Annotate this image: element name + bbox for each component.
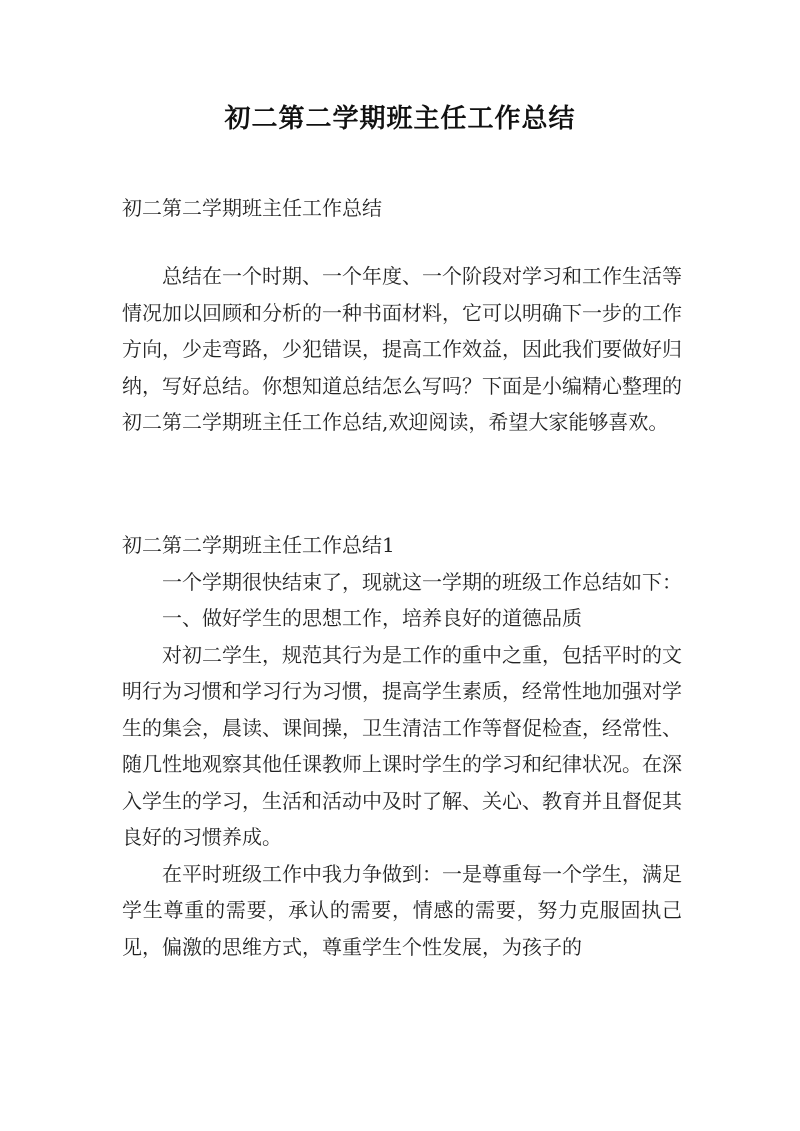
document-subtitle <box>122 190 682 227</box>
intro-paragraph: 总结在一个时期、一个年度、一个阶段对学习和工作生活等情况加以回顾和分析的一种书面材料，它可以明确下一步的工作方向，少走弯路，少犯错误，提高工作效益，因此我们要做好归纳，写好总结。你想知道总结怎么写吗？下面是小编精心整理的初二第二学期班主任工作总结,欢迎阅读，希望大家能够喜欢。 <box>122 264 682 434</box>
intro-block <box>122 258 682 441</box>
section-title: 初二第二学期班主任工作总结1 <box>122 533 395 557</box>
paragraph: 在平时班级工作中我力争做到：一是尊重每一个学生，满足学生尊重的需要，承认的需要，情感的需要，努力克服固执己见，偏激的思维方式，尊重学生个性发展，为孩子的 <box>122 861 682 959</box>
paragraph: 对初二学生，规范其行为是工作的重中之重，包括平时的文明行为习惯和学习行为习惯，提高学生素质，经常性地加强对学生的集会，晨读、课间操，卫生清洁工作等督促检查，经常性、随几性地观察其他任课教师上课时学生的学习和纪律状况。在深入学生的学习，生活和活动中及时了解、关心、教育并且督促其良好的习惯养成。 <box>122 642 682 849</box>
section-1 <box>122 527 682 965</box>
paragraph-heading: 一、做好学生的思想工作，培养良好的道德品质 <box>162 606 582 630</box>
document-title: 初二第二学期班主任工作总结 <box>224 104 576 134</box>
paragraph: 一个学期很快结束了，现就这一学期的班级工作总结如下： <box>162 569 682 594</box>
subtitle-text: 初二第二学期班主任工作总结 <box>122 196 382 220</box>
